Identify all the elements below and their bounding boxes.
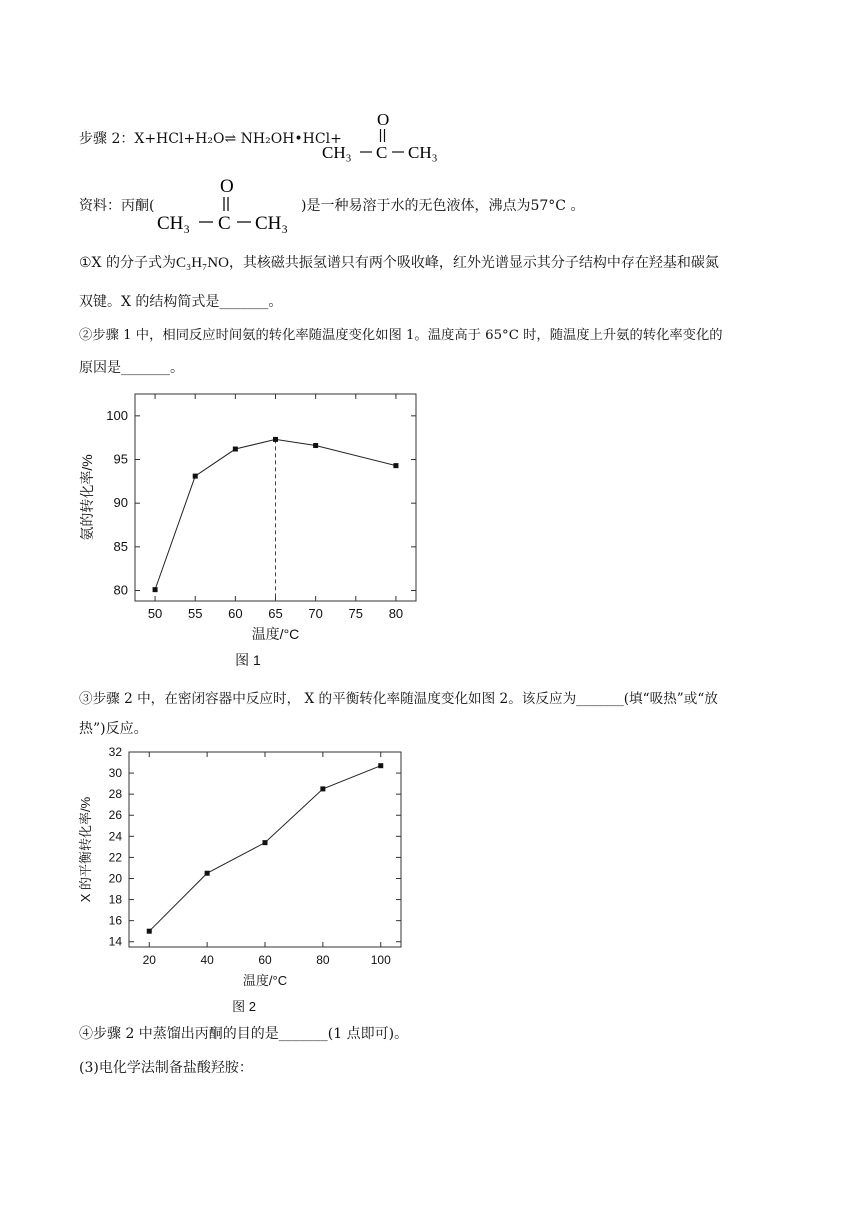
data-point [393,463,398,468]
y-tick-label: 28 [108,787,122,802]
acetone-o: O [220,176,234,197]
x-tick-label: 60 [258,953,272,967]
x-tick-label: 20 [142,953,156,967]
y-tick-label: 85 [113,538,128,554]
figure-caption: 图 2 [232,999,256,1014]
y-tick-label: 32 [108,745,122,759]
y-tick-label: 22 [108,850,122,865]
q3-text-a: ③步骤 2 中，在密闭容器中反应时， X 的平衡转化率随温度变化如图 2。该反应为_______(填“吸热”或“放 [79,691,718,707]
q2-text-b: 原因是_______。 [79,360,184,376]
data-point [205,871,210,876]
y-tick-label: 16 [108,913,122,928]
q1-formula: C₃H₇NO [175,255,229,271]
q3-text-b: 热”)反应。 [79,721,148,737]
q1-line2 [79,292,282,312]
y-tick-label: 95 [113,451,128,467]
q3-line1 [79,689,718,709]
x-tick-label: 80 [316,953,330,967]
y-tick-label: 20 [108,871,122,886]
x-tick-label: 75 [348,606,364,621]
x-tick-label: 60 [228,606,243,621]
acetone-structure-2 [157,176,302,239]
y-tick-label: 24 [108,829,122,844]
series-line [149,766,380,931]
x-tick-label: 50 [147,606,163,621]
data-point [153,587,158,592]
plot-frame [129,752,401,947]
part3-text: (3)电化学法制备盐酸羟胺： [79,1060,253,1076]
acetone-left-ch3: CH₃ [157,213,191,234]
acetone-center-c: C [218,213,231,234]
data-point [378,763,383,768]
figure-caption: 图 1 [235,652,261,668]
y-axis-label: 氨的转化率/% [79,454,95,541]
acetone-structure-1 [322,110,452,167]
x-tick-label: 80 [388,606,404,621]
q4-text: ④步骤 2 中蒸馏出丙酮的目的是_______(1 点即可)。 [79,1026,409,1042]
y-tick-label: 80 [113,582,128,598]
data-point [263,840,268,845]
x-axis-label: 温度/°C [251,626,300,642]
y-tick-label: 18 [108,892,122,907]
acetone-svg-1 [322,110,452,162]
data-point [233,447,238,452]
note-prefix: 资料：丙酮( [79,198,155,214]
chart-figure-2 [70,742,430,1020]
q4-line1 [79,1024,408,1044]
q1-line1 [79,253,719,273]
y-tick-label: 100 [106,407,128,423]
step2-label: 步骤 2： [79,131,135,147]
data-point [313,443,318,448]
data-point [147,929,152,934]
x-tick-label: 65 [268,606,283,621]
q2-text-a: ②步骤 1 中，相同反应时间氨的转化率随温度变化如图 1。温度高于 65°C 时，随温度上升氨的转化率变化的 [79,328,723,343]
acetone-right-ch3: CH₃ [408,143,438,162]
data-point [193,474,198,479]
step2-line [79,129,342,149]
acetone-right-ch3: CH₃ [255,213,289,234]
note-prefix-line [79,196,154,216]
q1-text-c: 双键。X 的结构简式是_______。 [79,294,283,310]
data-point [273,437,278,442]
x-tick-label: 70 [308,606,323,621]
q1-text-a: ①X 的分子式为 [79,255,176,271]
acetone-center-c: C [376,143,388,162]
q3-line2 [79,719,148,739]
q2-line1 [79,325,723,346]
acetone-svg-2 [157,176,302,234]
acetone-o: O [377,110,390,129]
q2-line2 [79,358,184,378]
x-tick-label: 100 [370,953,391,967]
y-tick-label: 30 [108,766,122,781]
note-suffix: )是一种易溶于水的无色液体，沸点为57°C 。 [301,198,585,214]
x-tick-label: 55 [187,606,203,621]
part3-line1 [79,1058,253,1078]
x-tick-label: 40 [200,953,214,967]
q1-text-b: ，其核磁共振氢谱只有两个吸收峰，红外光谱显示其分子结构中存在羟基和碳氮 [228,255,719,271]
y-tick-label: 26 [108,808,122,823]
chart-figure-1 [70,388,440,688]
data-point [320,786,325,791]
acetone-left-ch3: CH₃ [322,143,352,162]
note-suffix-line [301,196,584,216]
x-axis-label: 温度/°C [242,973,288,988]
y-axis-label: X 的平衡转化率/% [78,796,93,903]
y-tick-label: 14 [108,934,122,949]
y-tick-label: 90 [113,495,128,511]
step2-equation: X+HCl+H₂O⇌ NH₂OH•HCl+ [134,131,342,147]
